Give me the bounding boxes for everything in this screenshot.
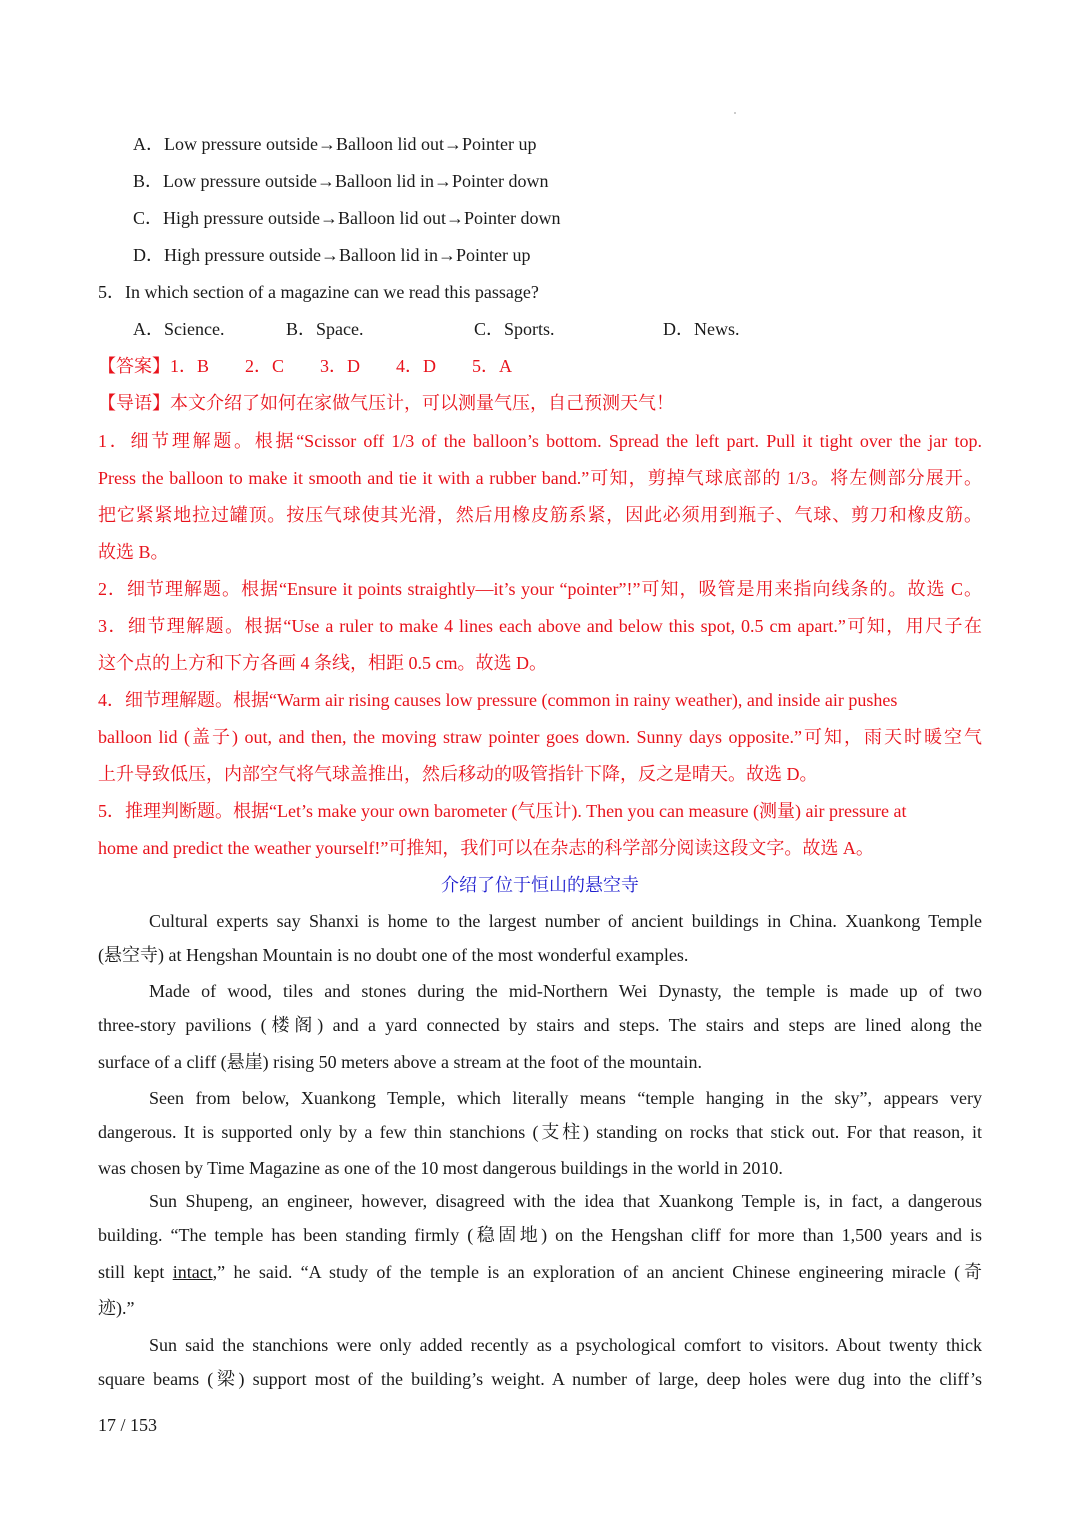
passage-p4-line-3-end: ,” he said. “A study of the temple is an exploration of an ancient Chinese engineering miracle (奇 [212, 1262, 983, 1282]
q4-option-b: B．Low pressure outside→Balloon lid in→Pointer down [133, 171, 549, 191]
passage-p1-line-2: (悬空寺) at Hengshan Mountain is no doubt one of the most wonderful examples. [98, 945, 689, 965]
explanation-4-line-1: 4．细节理解题。根据“Warm air rising causes low pressure (common in rainy weather), and inside air pushes [98, 690, 898, 710]
passage-p4-line-3 [98, 1260, 982, 1284]
guide-line: 【导语】本文介绍了如何在家做气压计，可以测量气压，自己预测天气！ [98, 393, 674, 413]
explanation-4-line-3: 上升导致低压，内部空气将气球盖推出，然后移动的吸管指针下降，反之是晴天。故选 D。 [98, 764, 818, 784]
explanation-1-line-1: 1．细节理解题。根据“Scissor off 1/3 of the balloon’s bottom. Spread the left part. Pull it tight over the jar top. [98, 431, 982, 451]
explanation-1-line-4: 故选 B。 [98, 542, 169, 562]
passage-p2-line-1: Made of wood, tiles and stones during the mid-Northern Wei Dynasty, the temple is made up of two [149, 981, 982, 1001]
scan-speck [734, 112, 736, 114]
explanation-3-line-1: 3．细节理解题。根据“Use a ruler to make 4 lines each above and below this spot, 0.5 cm apart.”可知，用尺子在 [98, 616, 982, 636]
q5-option-b: B．Space. [286, 319, 364, 339]
passage-p5-line-1: Sun said the stanchions were only added recently as a psychological comfort to visitors. About twenty thick [149, 1335, 982, 1355]
passage-p4-line-4: 迹).” [98, 1298, 135, 1318]
passage-p3-line-2: dangerous. It is supported only by a few thin stanchions (支柱) standing on rocks that stick out. For that reason, it [98, 1122, 982, 1142]
passage-p1-line-1: Cultural experts say Shanxi is home to the largest number of ancient buildings in China. Xuankong Temple [149, 911, 982, 931]
passage-p2-line-3: surface of a cliff (悬崖) rising 50 meters above a stream at the foot of the mountain. [98, 1052, 702, 1072]
passage-p3-line-1: Seen from below, Xuankong Temple, which literally means “temple hanging in the sky”, appears very [149, 1088, 982, 1108]
passage-p3-line-3: was chosen by Time Magazine as one of the 10 most dangerous buildings in the world in 2010. [98, 1158, 783, 1178]
passage-heading: 介绍了位于恒山的悬空寺 [441, 875, 639, 895]
passage-p4-line-3-start: still kept [98, 1262, 173, 1282]
passage-p4-line-2: building. “The temple has been standing firmly (稳固地) on the Hengshan cliff for more than 1,500 years and is [98, 1225, 982, 1245]
passage-p2-line-2: three-story pavilions (楼阁) and a yard connected by stairs and steps. The stairs and steps are lined along the [98, 1015, 982, 1035]
answer-line: 【答案】1．B 2．C 3．D 4．D 5．A [98, 356, 513, 376]
underlined-word-intact: intact [172, 1262, 213, 1282]
explanation-4-line-2: balloon lid (盖子) out, and then, the moving straw pointer goes down. Sunny days opposite.”可知，雨天时暖空气 [98, 727, 982, 747]
explanation-2-line-1: 2．细节理解题。根据“Ensure it points straightly—it’s your “pointer”!”可知，吸管是用来指向线条的。故选 C。 [98, 579, 982, 599]
q5-option-a: A．Science. [133, 319, 225, 339]
q4-option-a: A．Low pressure outside→Balloon lid out→Pointer up [133, 134, 537, 154]
q4-option-d: D．High pressure outside→Balloon lid in→Pointer up [133, 245, 531, 265]
explanation-5-line-1: 5．推理判断题。根据“Let’s make your own barometer (气压计). Then you can measure (测量) air pressure at [98, 801, 907, 821]
explanation-5-line-2: home and predict the weather yourself!”可推知，我们可以在杂志的科学部分阅读这段文字。故选 A。 [98, 838, 874, 858]
passage-p5-line-2: square beams (梁) support most of the building’s weight. A number of large, deep holes were dug into the cliff’s [98, 1369, 982, 1389]
q4-option-c: C．High pressure outside→Balloon lid out→Pointer down [133, 208, 561, 228]
q5-options [0, 317, 1080, 341]
q5-question: 5．In which section of a magazine can we read this passage? [98, 282, 539, 302]
explanation-1-line-3: 把它紧紧地拉过罐顶。按压气球使其光滑，然后用橡皮筋系紧，因此必须用到瓶子、气球、剪刀和橡皮筋。 [98, 505, 982, 525]
q5-option-d: D．News. [663, 319, 740, 339]
page-number: 17 / 153 [98, 1415, 158, 1435]
passage-p4-line-1: Sun Shupeng, an engineer, however, disagreed with the idea that Xuankong Temple is, in fact, a dangerous [149, 1191, 982, 1211]
q5-option-c: C．Sports. [474, 319, 555, 339]
explanation-3-line-2: 这个点的上方和下方各画 4 条线，相距 0.5 cm。故选 D。 [98, 653, 547, 673]
explanation-1-line-2: Press the balloon to make it smooth and tie it with a rubber band.”可知，剪掉气球底部的 1/3。将左侧部分展开。 [98, 468, 982, 488]
